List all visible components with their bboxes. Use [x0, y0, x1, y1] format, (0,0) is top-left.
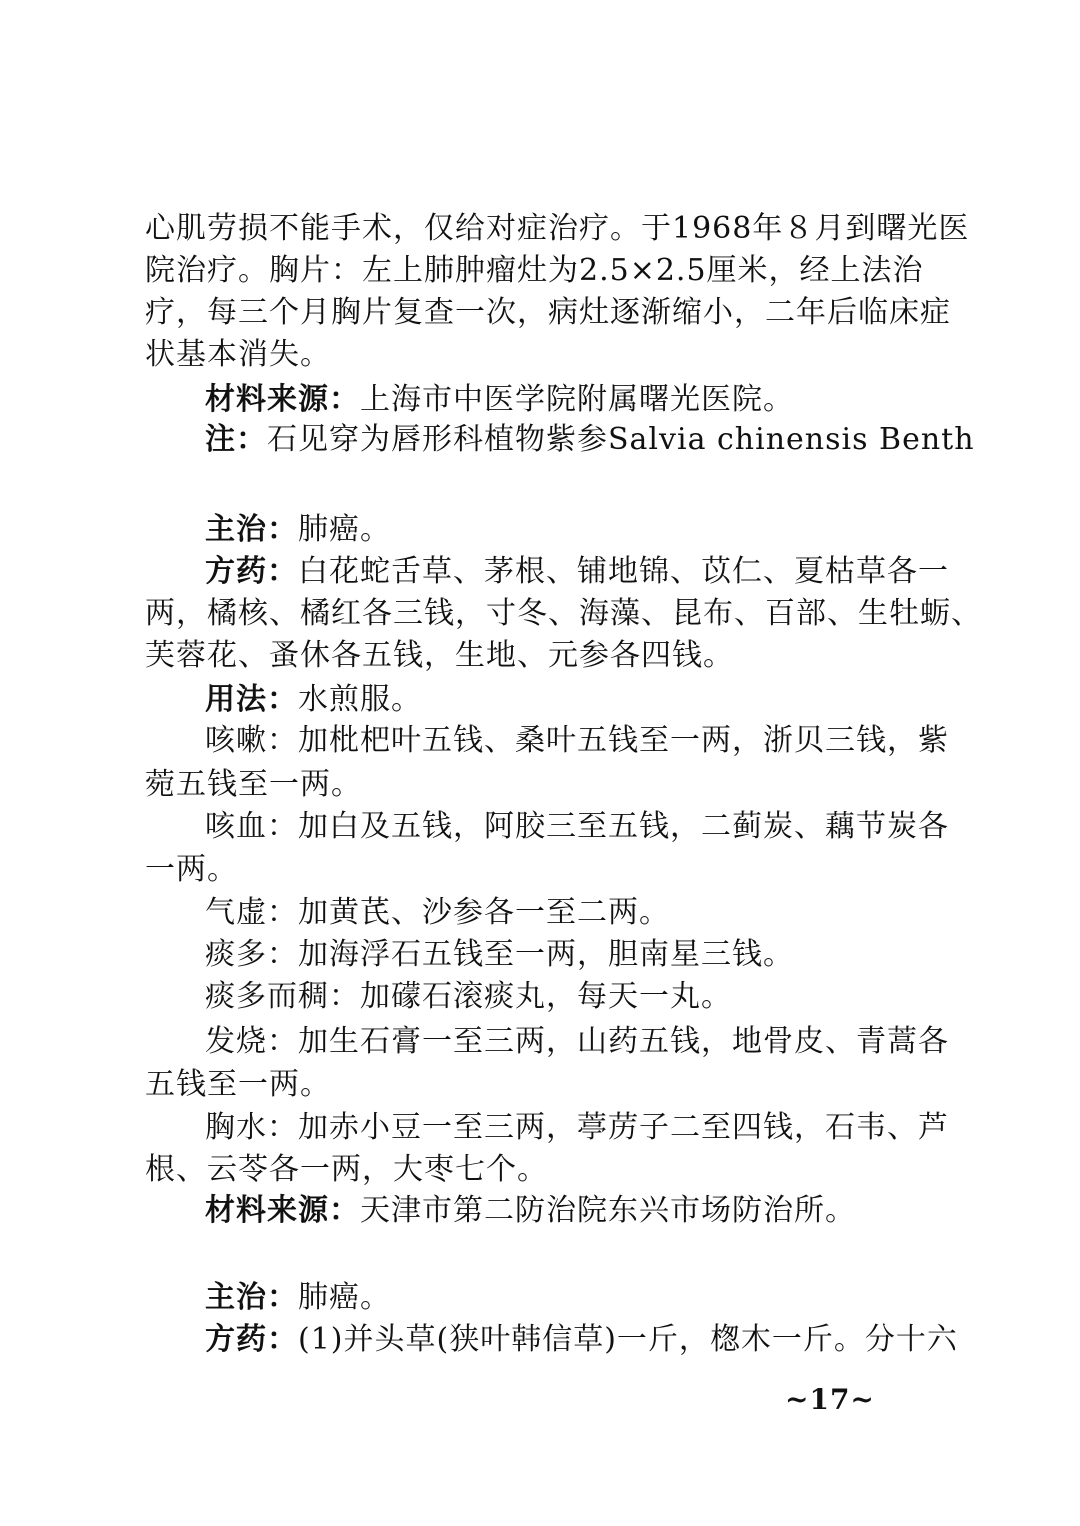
indication-text: 肺癌。 — [298, 1280, 391, 1315]
formula-text: (1)并头草(狭叶韩信草)一斤，楤木一斤。分十六 — [298, 1322, 958, 1357]
pleural-continuation: 根、云苓各一两，大枣七个。 — [145, 1152, 548, 1187]
cough-line — [205, 721, 949, 761]
formula-continuation: 两，橘核、橘红各三钱，寸冬、海藻、昆布、百部、生牡蛎、 — [145, 596, 982, 631]
cough-continuation: 菀五钱至一两。 — [145, 767, 362, 802]
qi-label: 气虚： — [205, 895, 298, 930]
indication-line — [205, 1278, 391, 1318]
source-label: 材料来源： — [205, 1193, 360, 1228]
pleural-text: 加赤小豆一至三两，葶苈子二至四钱，石韦、芦 — [298, 1110, 949, 1145]
fever-continuation: 五钱至一两。 — [145, 1067, 331, 1102]
fever-label: 发烧： — [205, 1024, 298, 1059]
hemoptysis-label: 咳血： — [205, 809, 298, 844]
formula-line — [205, 1320, 958, 1360]
hemoptysis-continuation: 一两。 — [145, 852, 238, 887]
body-line: 疗，每三个月胸片复查一次，病灶逐渐缩小，二年后临床症 — [145, 295, 951, 330]
formula-line — [205, 552, 949, 592]
cough-text: 加枇杷叶五钱、桑叶五钱至一两，浙贝三钱，紫 — [298, 723, 949, 758]
body-line: 状基本消失。 — [145, 337, 331, 372]
source-label: 材料来源： — [205, 382, 360, 417]
note-text: 石见穿为唇形科植物紫参Salvia chinensis Benth — [267, 422, 975, 457]
usage-line — [205, 680, 422, 720]
source-text: 上海市中医学院附属曙光医院。 — [360, 382, 794, 417]
phlegm-label: 痰多： — [205, 937, 298, 972]
source-line — [205, 380, 794, 420]
indication-text: 肺癌。 — [298, 512, 391, 547]
cough-label: 咳嗽： — [205, 723, 298, 758]
formula-label: 方药： — [205, 554, 298, 589]
qi-text: 加黄芪、沙参各一至二两。 — [298, 895, 670, 930]
fever-line — [205, 1022, 949, 1062]
page-number: ~17~ — [785, 1383, 875, 1416]
note-label: 注： — [205, 422, 267, 457]
thick-phlegm-label: 痰多而稠： — [205, 979, 360, 1014]
note-line — [205, 420, 975, 460]
pleural-line — [205, 1108, 949, 1148]
thick-phlegm-line — [205, 977, 732, 1017]
indication-label: 主治： — [205, 512, 298, 547]
qi-line — [205, 893, 670, 933]
body-line: 心肌劳损不能手术，仅给对症治疗。于1968年８月到曙光医 — [145, 211, 970, 246]
thick-phlegm-text: 加礞石滚痰丸，每天一丸。 — [360, 979, 732, 1014]
source-line — [205, 1191, 856, 1231]
usage-label: 用法： — [205, 682, 298, 717]
indication-label: 主治： — [205, 1280, 298, 1315]
usage-text: 水煎服。 — [298, 682, 422, 717]
phlegm-text: 加海浮石五钱至一两，胆南星三钱。 — [298, 937, 794, 972]
pleural-label: 胸水： — [205, 1110, 298, 1145]
fever-text: 加生石膏一至三两，山药五钱，地骨皮、青蒿各 — [298, 1024, 949, 1059]
hemoptysis-text: 加白及五钱，阿胶三至五钱，二蓟炭、藕节炭各 — [298, 809, 949, 844]
formula-label: 方药： — [205, 1322, 298, 1357]
source-text: 天津市第二防治院东兴市场防治所。 — [360, 1193, 856, 1228]
hemoptysis-line — [205, 807, 949, 847]
formula-continuation: 芙蓉花、蚤休各五钱，生地、元参各四钱。 — [145, 638, 734, 673]
phlegm-line — [205, 935, 794, 975]
indication-line — [205, 510, 391, 550]
body-line: 院治疗。胸片：左上肺肿瘤灶为2.5×2.5厘米，经上法治 — [145, 253, 924, 288]
formula-text: 白花蛇舌草、茅根、铺地锦、苡仁、夏枯草各一 — [298, 554, 949, 589]
